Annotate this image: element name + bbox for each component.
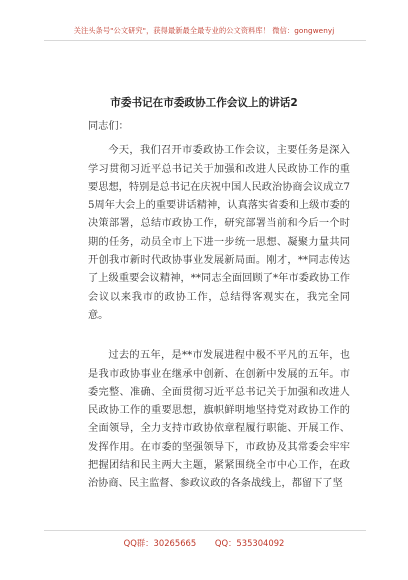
document-title: 市委书记在市委政协工作会议上的讲话2 bbox=[110, 97, 298, 109]
header-promo: 关注头条号"公文研究"，获得最新最全最专业的公文资料库！ 微信：gongwenyj bbox=[73, 26, 335, 35]
paragraph-1: 今天，我们召开市委政协工作会议，主要任务是深入学习贯彻习近平总书记关于加强和改进人民政协工作的重要思想，特别是总书记在庆祝中国人民政治协商会议成立75周年大会上的重要讲话精神，认真落实省委和上级市委的决策部署，总结市政协工作，研究部署当前和今后一个时期的任务，动员全市上下进一步统一思想、凝聚力量共同开创我市新时代政协事业发展新局面。刚才，**同志传达了上级重要会议精神，**同志全面回顾了*年市委政协工作会议以来我市的政协工作，总结得客观实在，我完全同意。 bbox=[88, 145, 350, 321]
paragraph-2: 过去的五年，是**市发展进程中极不平凡的五年，也是我市政协事业在继承中创新、在创新中发展的五年。市委完整、准确、全面贯彻习近平总书记关于加强和改进人民政协工作的重要思想，旗帜鲜明地坚持党对政协工作的全面领导，全力支持市政协依章程履行职能、开展工作、发挥作用。在市委的坚强领导下，市政协及其常委会牢牢把握团结和民主两大主题，紧紧围绕全市中心工作，在政治协商、民主监督、参政议政的各条战线上，都留下了坚 bbox=[88, 350, 350, 490]
footer-qq-group: QQ群：30265665 bbox=[123, 538, 197, 548]
footer-divider bbox=[44, 530, 366, 531]
footer-qq: QQ：535304092 bbox=[214, 538, 285, 548]
footer-contact bbox=[0, 537, 408, 549]
salutation: 同志们： bbox=[88, 121, 129, 132]
document-body bbox=[88, 118, 350, 502]
header-divider bbox=[44, 40, 366, 41]
